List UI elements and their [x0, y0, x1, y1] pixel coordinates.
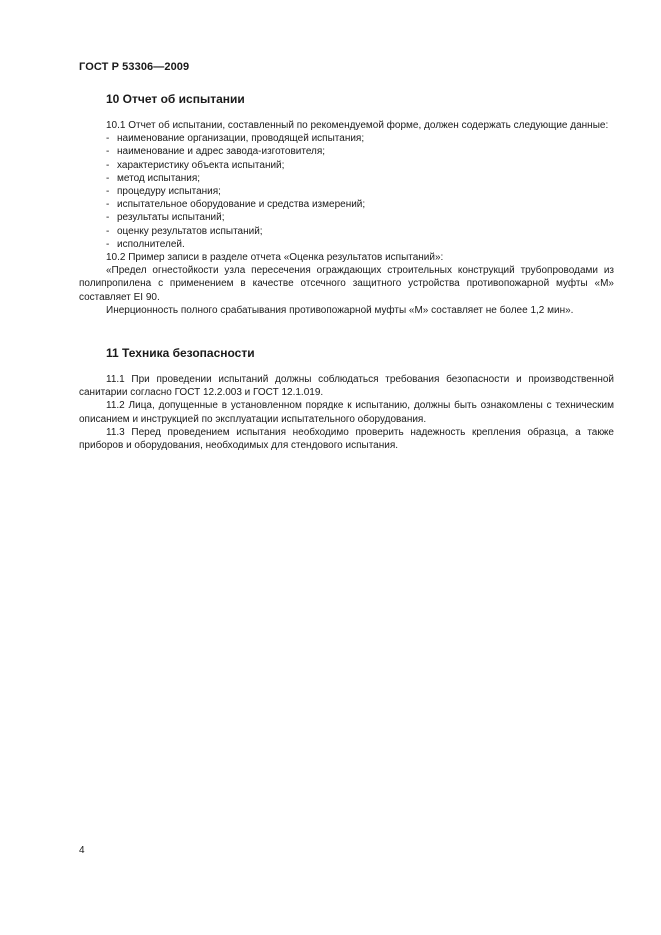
list-item-text: процедуру испытания;	[117, 186, 221, 198]
list-item	[79, 132, 614, 145]
paragraph-11-1: 11.1 При проведении испытаний должны соблюдаться требования безопасности и производственной санитарии согласно ГОСТ 12.2.003 и ГОСТ 12.1.019.	[79, 374, 614, 399]
list-item-text: результаты испытаний;	[117, 212, 225, 224]
list-item	[79, 145, 614, 158]
document-code-header: ГОСТ Р 53306—2009	[79, 61, 190, 73]
list-item	[79, 238, 614, 251]
section-10-body	[79, 119, 614, 317]
list-item-text: характеристику объекта испытаний;	[117, 159, 285, 171]
dash-marker: -	[106, 159, 110, 171]
dash-marker: -	[106, 186, 110, 198]
list-item-text: наименование организации, проводящей испытания;	[117, 133, 365, 145]
list-item-text: испытательное оборудование и средства измерений;	[117, 199, 366, 211]
dash-marker: -	[106, 199, 110, 211]
paragraph-inertia: Инерционность полного срабатывания противопожарной муфты «М» составляет не более 1,2 мин».	[106, 304, 574, 316]
section-11	[79, 346, 614, 452]
list-item	[79, 225, 614, 238]
section-10	[79, 92, 614, 317]
paragraph-11-2: 11.2 Лица, допущенные в установленном порядке к испытанию, должны быть ознакомлены с техническим описанием и инструкцией по эксплуатации испытательного оборудования.	[79, 400, 614, 425]
paragraph-10-2: 10.2 Пример записи в разделе отчета «Оценка результатов испытаний»:	[106, 252, 444, 264]
dash-marker: -	[106, 133, 110, 145]
paragraph-example-quote: «Предел огнестойкости узла пересечения ограждающих строительных конструкций трубопроводами из полипропилена с применением в качестве отсечного защитного устройства противопожарной муфты «М» составляет EI 90.	[79, 265, 614, 303]
list-item	[79, 159, 614, 172]
paragraph-10-1: 10.1 Отчет об испытании, составленный по рекомендуемой форме, должен содержать следующие данные:	[106, 120, 609, 131]
dash-marker: -	[106, 225, 110, 237]
dash-marker: -	[106, 172, 110, 184]
list-item	[79, 211, 614, 224]
list-item	[79, 172, 614, 185]
list-item-text: оценку результатов испытаний;	[117, 225, 263, 237]
paragraph-11-3: 11.3 Перед проведением испытания необходимо проверить надежность крепления образца, а также приборов и оборудования, необходимых для стендового испытания.	[79, 426, 614, 452]
list-item	[79, 185, 614, 198]
dash-marker: -	[106, 212, 110, 224]
dash-marker: -	[106, 238, 110, 250]
list-item-text: наименование и адрес завода-изготовителя;	[117, 146, 326, 158]
section-10-title: 10 Отчет об испытании	[106, 92, 245, 106]
report-data-list	[79, 132, 614, 251]
list-item-text: исполнителей.	[117, 238, 185, 250]
section-11-title: 11 Техника безопасности	[106, 346, 255, 360]
list-item-text: метод испытания;	[117, 172, 201, 184]
page-number: 4	[79, 845, 85, 856]
list-item	[79, 198, 614, 211]
section-11-body	[79, 373, 614, 452]
dash-marker: -	[106, 146, 110, 158]
